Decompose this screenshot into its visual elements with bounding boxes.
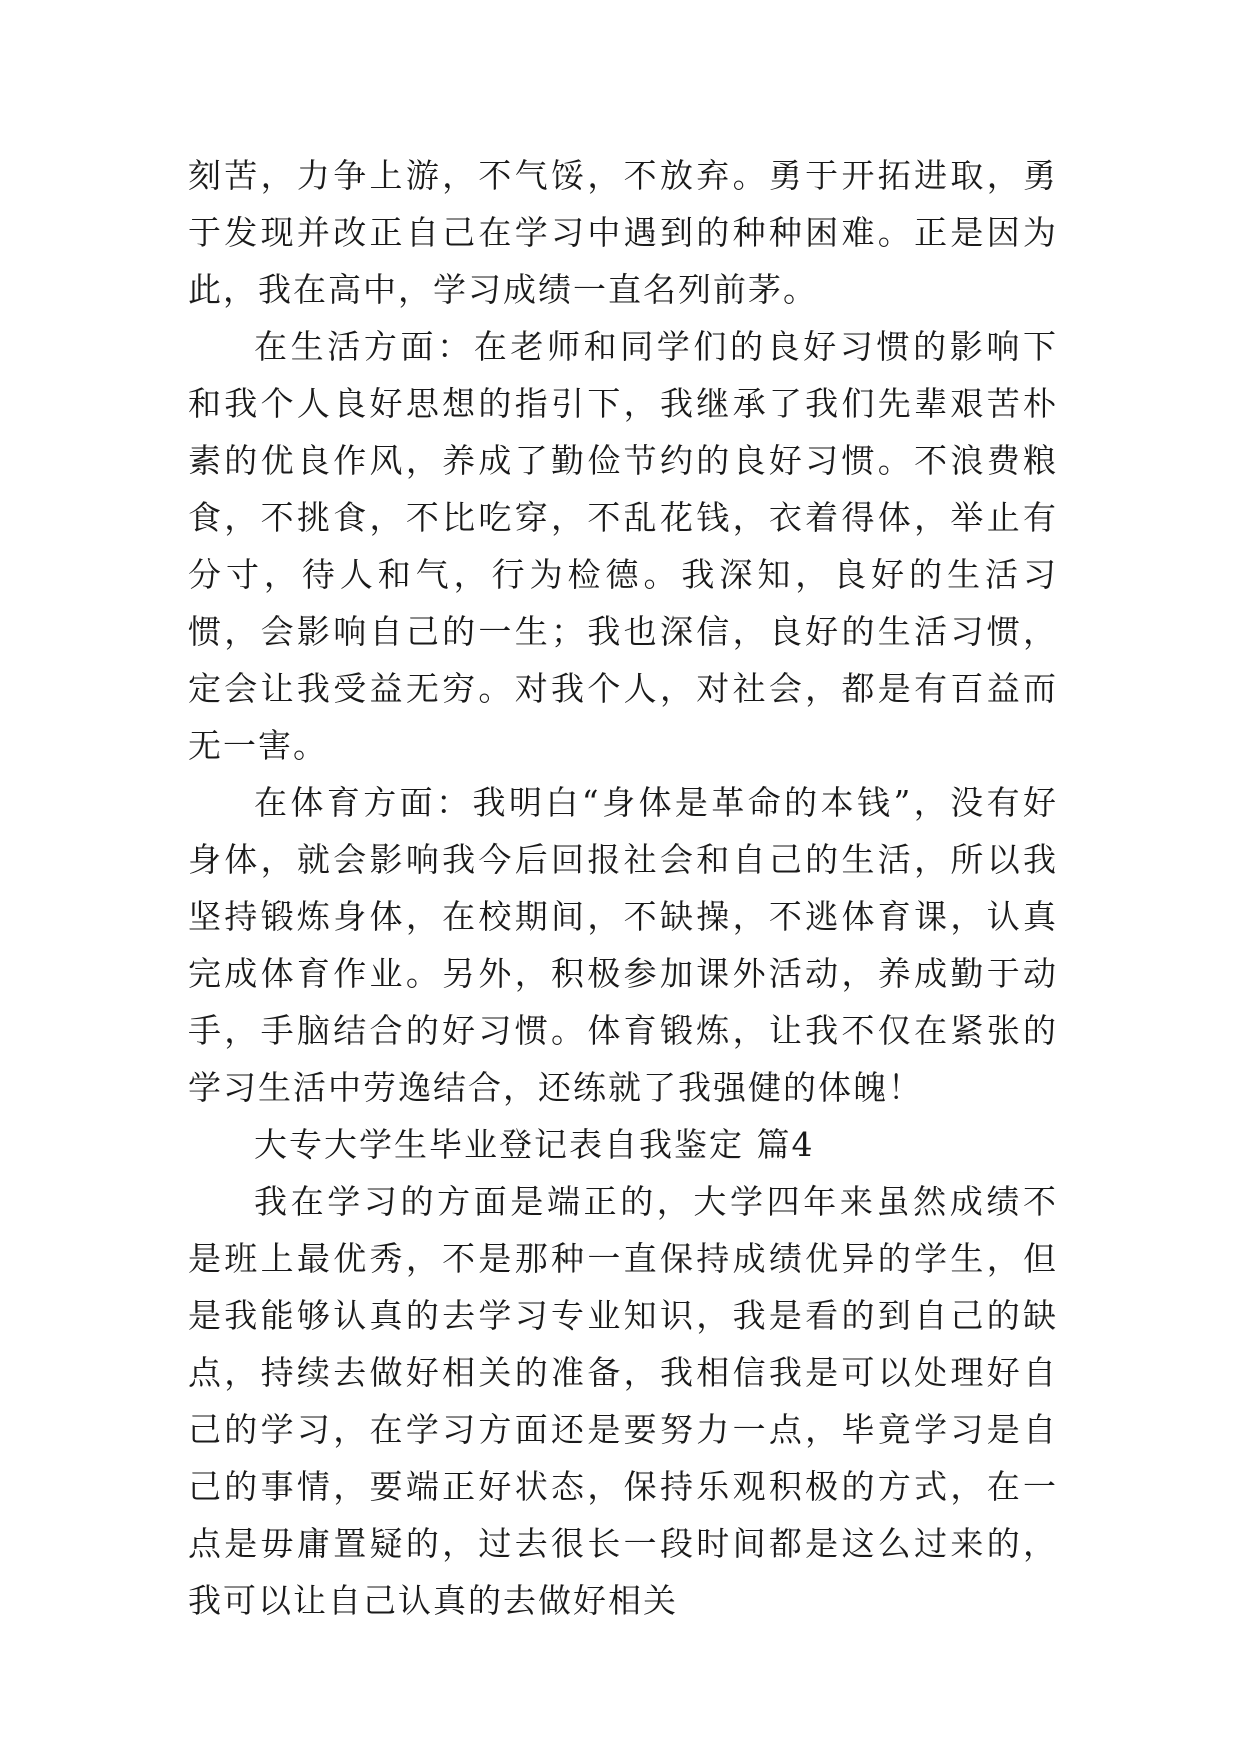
section-heading: 大专大学生毕业登记表自我鉴定 篇4 (254, 1125, 815, 1164)
paragraph-life: 在生活方面：在老师和同学们的良好习惯的影响下和我个人良好思想的指引下，我继承了我们先辈艰苦朴素的优良作风，养成了勤俭节约的良好习惯。不浪费粮食，不挑食，不比吃穿，不乱花钱，衣着得体，举止有分寸，待人和气，行为检德。我深知，良好的生活习惯，会影响自己的一生；我也深信，良好的生活习惯，定会让我受益无穷。对我个人，对社会，都是有百益而无一害。 (188, 327, 1058, 765)
paragraph-study: 我在学习的方面是端正的，大学四年来虽然成绩不是班上最优秀，不是那种一直保持成绩优异的学生，但是我能够认真的去学习专业知识，我是看的到自己的缺点，持续去做好相关的准备，我相信我是可以处理好自己的学习，在学习方面还是要努力一点，毕竟学习是自己的事情，要端正好状态，保持乐观积极的方式，在一点是毋庸置疑的，过去很长一段时间都是这么过来的，我可以让自己认真的去做好相关 (188, 1182, 1058, 1620)
paragraph-study-continued: 刻苦，力争上游，不气馁，不放弃。勇于开拓进取，勇于发现并改正自己在学习中遇到的种种困难。正是因为此，我在高中，学习成绩一直名列前茅。 (188, 156, 1058, 309)
document-body (188, 147, 1058, 1629)
paragraph-sports: 在体育方面：我明白“身体是革命的本钱”，没有好身体，就会影响我今后回报社会和自己的生活，所以我坚持锻炼身体，在校期间，不缺操，不逃体育课，认真完成体育作业。另外，积极参加课外活动，养成勤于动手，手脑结合的好习惯。体育锻炼，让我不仅在紧张的学习生活中劳逸结合，还练就了我强健的体魄！ (188, 783, 1058, 1107)
